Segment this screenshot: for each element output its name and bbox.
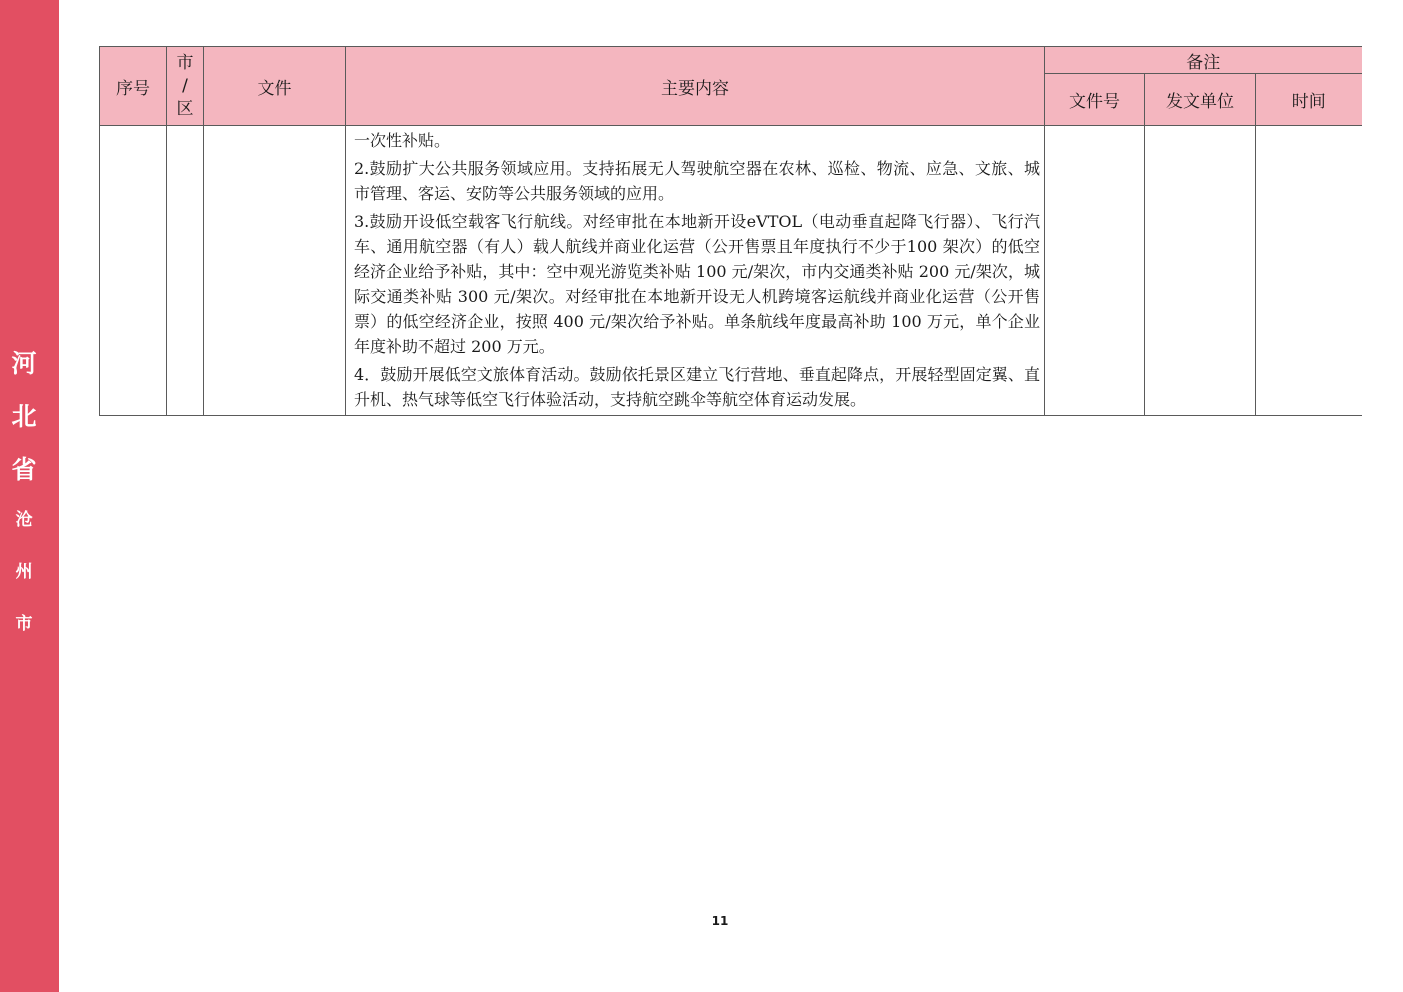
header-content: 主要内容 [346, 47, 1045, 126]
cell-issuer [1145, 126, 1256, 416]
content-paragraph: 4．鼓励开展低空文旅体育活动。鼓励依托景区建立飞行营地、垂直起降点，开展轻型固定翼、直升机、热气球等低空飞行体验活动，支持航空跳伞等航空体育运动发展。 [354, 365, 1040, 409]
cell-doc-number [1045, 126, 1145, 416]
page-number: 11 [711, 914, 729, 928]
cell-time [1256, 126, 1362, 416]
cell-city [167, 126, 204, 416]
sidebar-city-char: 市 [15, 614, 33, 634]
header-city [167, 47, 204, 126]
sidebar-province-char: 北 [11, 402, 37, 431]
header-time: 时间 [1256, 74, 1362, 126]
cell-index [100, 126, 167, 416]
header-doc-number: 文件号 [1045, 74, 1145, 126]
header-city-char: 区 [176, 98, 194, 119]
sidebar-province-char: 省 [11, 455, 37, 484]
header-issuer: 发文单位 [1145, 74, 1256, 126]
header-city-char: 市 [176, 52, 194, 73]
sidebar-city-char: 沧 [15, 510, 33, 530]
cell-content [346, 126, 1045, 416]
sidebar-city-char: 州 [15, 562, 33, 582]
cell-document [204, 126, 346, 416]
policy-table [99, 46, 1362, 416]
header-document: 文件 [204, 47, 346, 126]
header-remarks: 备注 [1045, 47, 1362, 74]
header-city-char: / [182, 75, 188, 96]
header-index: 序号 [100, 47, 167, 126]
content-paragraph: 一次性补贴。 [354, 131, 451, 150]
sidebar-band [0, 0, 59, 992]
content-paragraph: 3.鼓励开设低空载客飞行航线。对经审批在本地新开设eVTOL（电动垂直起降飞行器）、飞行汽车、通用航空器（有人）载人航线并商业化运营（公开售票且年度执行不少于100 架次）的低空经济企业给予补贴，其中：空中观光游览类补贴 100 元/架次，市内交通类补贴 200 元/架次，城际交通类补贴 300 元/架次。对经审批在本地新开设无人机跨境客运航线并商业化运营（公开售票）的低空经济企业，按照 400 元/架次给予补贴。单条航线年度最高补助 100 万元，单个企业年度补助不超过 200 万元。 [354, 212, 1040, 356]
sidebar-province-char: 河 [11, 349, 37, 378]
table-row [100, 126, 1362, 416]
content-paragraph: 2.鼓励扩大公共服务领域应用。支持拓展无人驾驶航空器在农林、巡检、物流、应急、文旅、城市管理、客运、安防等公共服务领域的应用。 [354, 159, 1040, 203]
